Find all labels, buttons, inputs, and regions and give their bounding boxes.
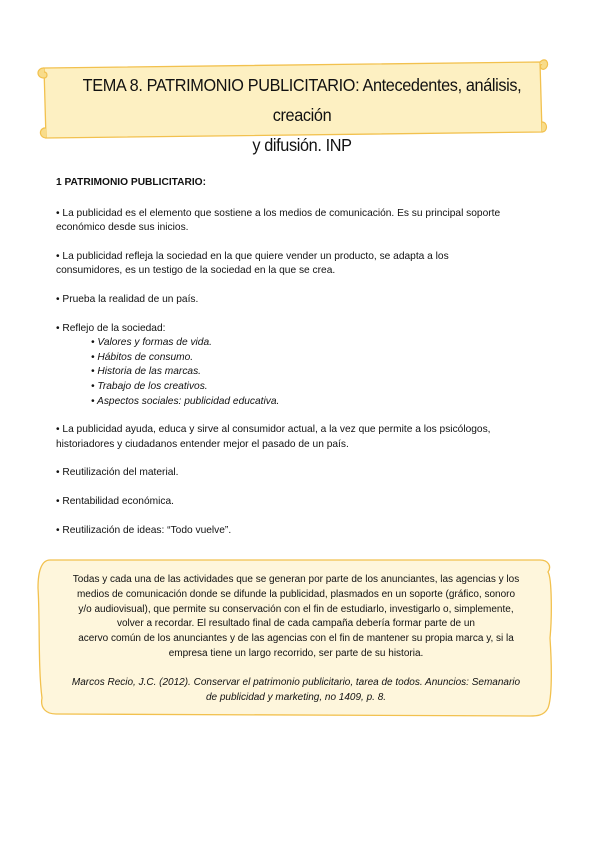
citation-line: de publicidad y marketing, no 1409, p. 8. [205, 691, 387, 703]
quote-line: empresa tiene un largo recorrido, ser parte de su historia. [168, 647, 424, 659]
quote-line: y/o audiovisual), que permite su conservación con el fin de estudiarlo, investigarlo o, simplemente, [78, 603, 514, 615]
bullet-text: historiadores y ciudadanos entender mejor el pasado de un país. [56, 438, 349, 450]
quote-line: volver a recordar. El resultado final de cada campaña debería formar parte de un [117, 618, 475, 630]
list-item: • Hábitos de consumo. [91, 351, 194, 363]
bullet-text: económico desde sus inicios. [56, 222, 189, 234]
quote-line: acervo común de los anunciantes y de las agencias con el fin de mantener su propia marca y, si la [78, 633, 514, 645]
list-item: • Historia de las marcas. [91, 366, 202, 378]
main-content [56, 176, 556, 552]
bullet-publicidad-refleja [56, 250, 556, 279]
bullet-rentabilidad: • Rentabilidad económica. [56, 495, 174, 507]
list-item: • Trabajo de los creativos. [91, 380, 208, 392]
page-title [71, 70, 532, 160]
page-title-line-1: TEMA 8. PATRIMONIO PUBLICITARIO: Antecedentes, análisis, creación [82, 75, 522, 125]
section-title: 1 PATRIMONIO PUBLICITARIO: [56, 177, 206, 188]
bullet-text: • Reflejo de la sociedad: [56, 322, 166, 334]
bullet-reutilizacion-material: • Reutilización del material. [56, 467, 179, 479]
bullet-publicidad-sostiene [56, 207, 556, 236]
bullet-prueba-realidad: • Prueba la realidad de un país. [56, 293, 199, 305]
bullet-text: consumidores, es un testigo de la sociedad en la que se crea. [56, 265, 336, 277]
bullet-text: • La publicidad refleja la sociedad en la que quiere vender un producto, se adapta a los [56, 250, 449, 262]
list-item: • Valores y formas de vida. [91, 337, 212, 349]
quote-line: Todas y cada una de las actividades que se generan por parte de los anunciantes, las agencias y los [72, 574, 520, 585]
bullet-publicidad-ayuda [56, 423, 556, 452]
bullet-text: • La publicidad ayuda, educa y sirve al consumidor actual, a la vez que permite a los psicólogos, [56, 424, 491, 436]
page-title-line-2: y difusión. INP [252, 135, 352, 155]
bullet-reutilizacion-ideas: • Reutilización de ideas: “Todo vuelve”. [56, 524, 232, 536]
bullet-reflejo-sociedad [56, 322, 556, 410]
quote-text [56, 573, 536, 662]
quote-citation [56, 676, 536, 706]
quote-line: medios de comunicación donde se difunde la publicidad, plasmados en un soporte (gráfico, sonoro [76, 588, 516, 600]
citation-line: Marcos Recio, J.C. (2012). Conservar el patrimonio publicitario, tarea de todos. Anuncios: Semanario [71, 677, 521, 688]
quote-box [36, 558, 554, 718]
bullet-text: • La publicidad es el elemento que sostiene a los medios de comunicación. Es su principal soporte [56, 207, 501, 219]
sub-bullet-list [56, 336, 556, 409]
list-item: • Aspectos sociales: publicidad educativa. [91, 395, 280, 407]
title-banner [36, 58, 550, 155]
